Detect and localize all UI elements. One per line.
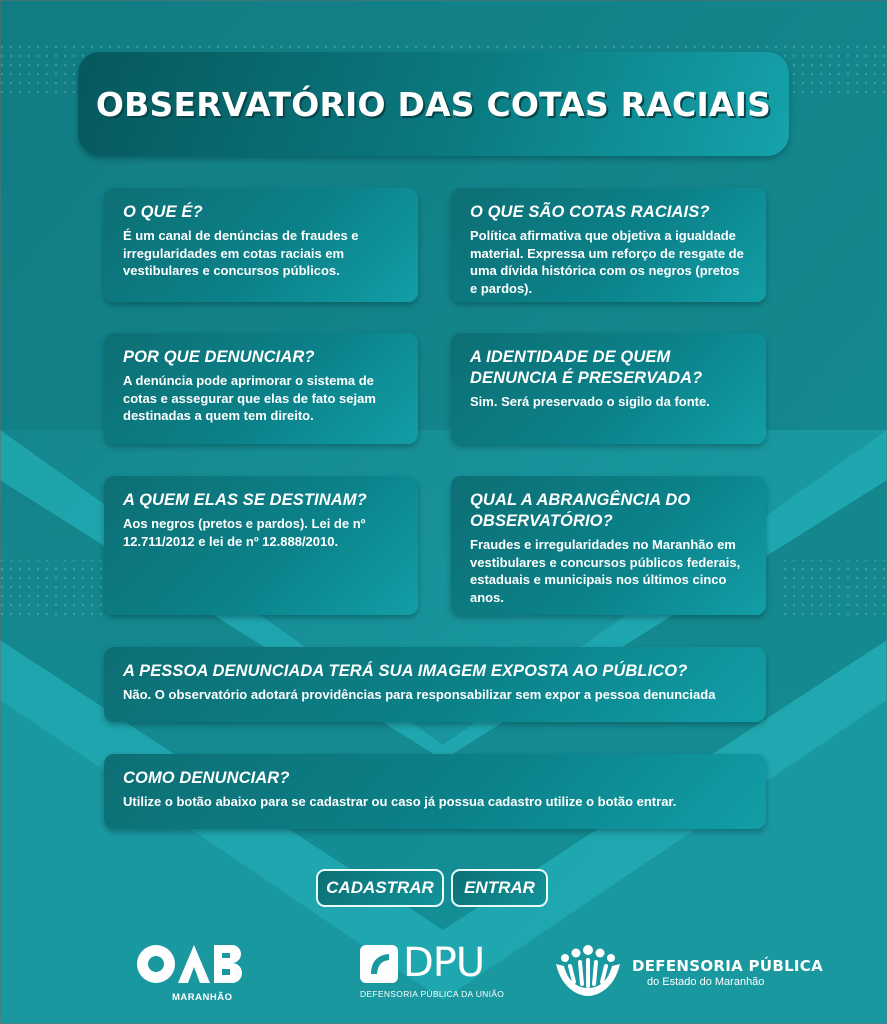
card-text: É um canal de denúncias de fraudes e irregularidades em cotas raciais em vestibulares e concursos públicos.: [123, 228, 359, 278]
card-text: Não. O observatório adotará providências para responsabilizar sem expor a pessoa denunciada: [123, 687, 716, 702]
dpe-subtitle: do Estado do Maranhão: [647, 976, 765, 988]
page-title: OBSERVATÓRIO DAS COTAS RACIAIS: [95, 84, 772, 124]
card-title: QUAL A ABRANGÊNCIA DO OBSERVATÓRIO?: [470, 491, 691, 530]
title-banner: [78, 52, 789, 156]
dpe-logo: [552, 942, 824, 1002]
oab-region-label: MARANHÃO: [172, 992, 233, 1003]
info-card-identity-preserved: [451, 333, 766, 444]
info-card-what-are-quotas: [451, 188, 766, 302]
info-card-what-is: [104, 188, 418, 302]
card-title: O QUE É?: [123, 203, 203, 221]
login-button[interactable]: ENTRAR: [451, 869, 548, 907]
card-text: Aos negros (pretos e pardos). Lei de nº 12.711/2012 e lei de nº 12.888/2010.: [123, 516, 366, 549]
card-text: Fraudes e irregularidades no Maranhão em vestibulares e concursos públicos federais, estaduais e municipais nos últimos cinco anos.: [470, 537, 741, 605]
dpu-logo: [357, 940, 505, 1002]
card-text: Sim. Será preservado o sigilo da fonte.: [470, 394, 710, 409]
card-text: Utilize o botão abaixo para se cadastrar ou caso já possua cadastro utilize o botão entrar.: [123, 794, 677, 809]
dpu-logo-icon: [359, 944, 399, 984]
card-title: A PESSOA DENUNCIADA TERÁ SUA IMAGEM EXPOSTA AO PÚBLICO?: [123, 662, 688, 680]
info-card-image-exposure: [104, 647, 766, 722]
card-text: A denúncia pode aprimorar o sistema de cotas e assegurar que elas de fato sejam destinadas a quem tem direito.: [123, 373, 376, 423]
dpu-name: DPU: [403, 940, 485, 986]
card-title: A QUEM ELAS SE DESTINAM?: [123, 491, 367, 509]
info-card-why-report: [104, 333, 418, 444]
info-card-who-is-it-for: [104, 476, 418, 615]
dpu-subtitle: DEFENSORIA PÚBLICA DA UNIÃO: [360, 989, 505, 999]
info-card-scope: [451, 476, 766, 615]
oab-logo-icon: [134, 940, 254, 988]
dpe-name: DEFENSORIA PÚBLICA: [632, 957, 824, 975]
info-card-how-to-report: [104, 754, 766, 829]
card-title: O QUE SÃO COTAS RACIAIS?: [470, 203, 710, 221]
card-text: Política afirmativa que objetiva a igualdade material. Expressa um reforço de resgate de uma dívida histórica com os negros (pretos e pardos).: [470, 228, 744, 296]
register-button[interactable]: CADASTRAR: [316, 869, 444, 907]
card-title: POR QUE DENUNCIAR?: [123, 348, 315, 366]
card-title: A IDENTIDADE DE QUEM DENUNCIA É PRESERVADA?: [470, 348, 703, 387]
oab-logo: [134, 940, 254, 1006]
dpe-logo-icon: [552, 942, 624, 1000]
card-title: COMO DENUNCIAR?: [123, 769, 290, 787]
